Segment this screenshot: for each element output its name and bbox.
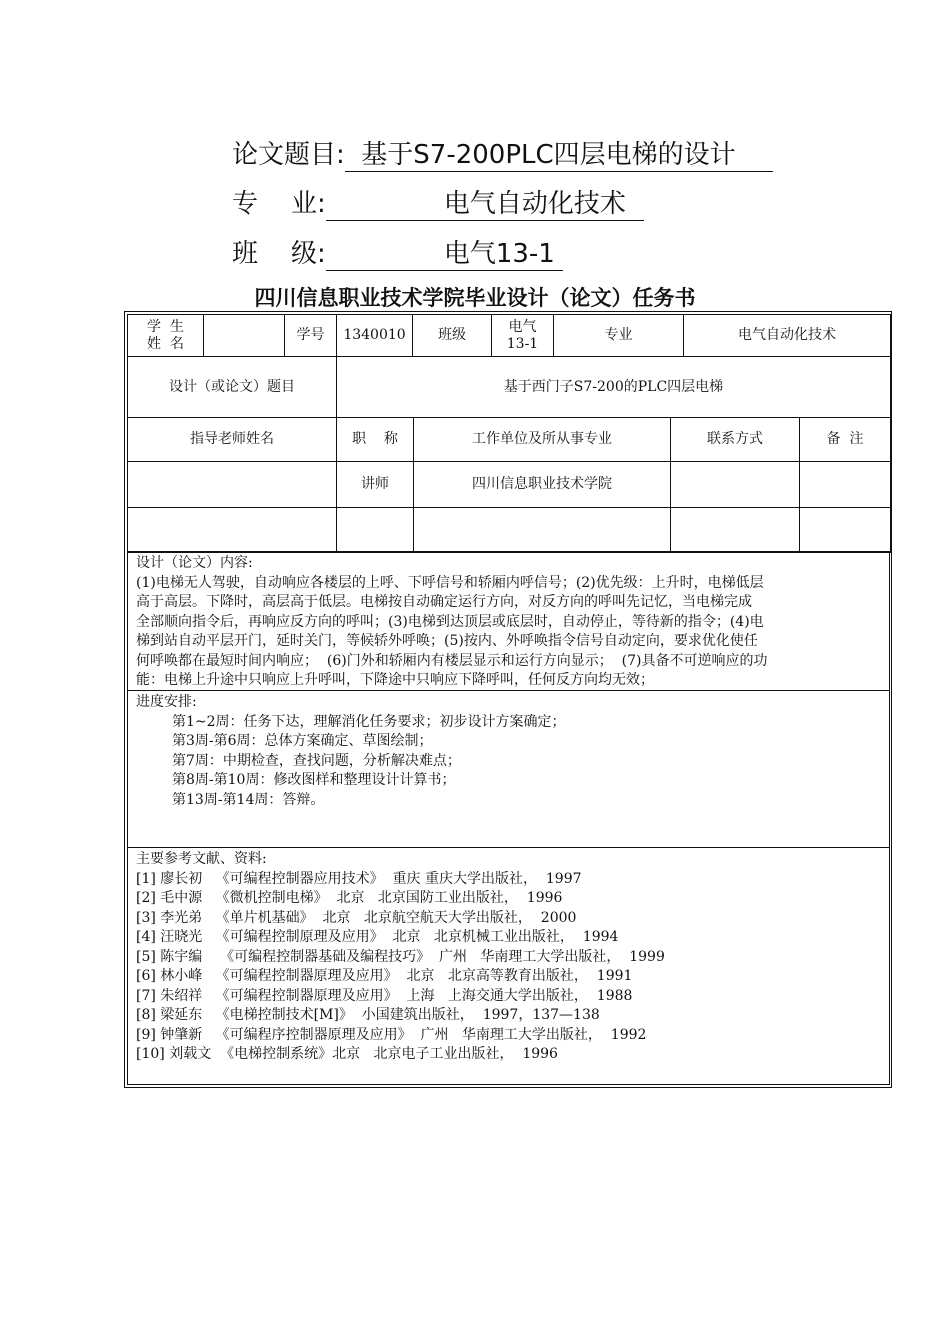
topic-value-cell: 基于西门子S7-200的PLC四层电梯 — [337, 357, 891, 418]
info-table — [127, 314, 891, 357]
schedule-heading: 进度安排: — [136, 694, 197, 710]
student-id-label: 学号 — [285, 315, 337, 357]
class-label-cell: 班级 — [413, 315, 492, 357]
reference-item: [3] 李光弟 《单片机基础》 北京 北京航空航天大学出版社， 2000 — [136, 909, 577, 926]
topic-table — [127, 356, 891, 418]
advisor-contact — [671, 508, 800, 553]
advisor-table — [127, 417, 891, 553]
topic-label-cell: 设计（或论文）题目 — [128, 357, 337, 418]
content-section — [127, 551, 890, 691]
reference-item: [1] 廖长初 《可编程控制器应用技术》 重庆 重庆大学出版社， 1997 — [136, 870, 582, 887]
class-value: 电气13-1 — [326, 238, 563, 271]
major-line — [232, 188, 644, 221]
schedule-line: 第3周-第6周：总体方案确定、草图绘制； — [172, 733, 433, 749]
advisor-row — [128, 508, 891, 553]
advisor-name-header: 指导老师姓名 — [128, 418, 337, 462]
advisor-name — [128, 462, 337, 508]
advisor-note — [800, 508, 891, 553]
advisor-note — [800, 462, 891, 508]
topic-value: 基于S7-200PLC四层电梯的设计 — [345, 139, 773, 172]
advisor-unit: 四川信息职业技术学院 — [414, 462, 671, 508]
references-section — [127, 847, 890, 1085]
content-line: (1)电梯无人驾驶，自动响应各楼层的上呼、下呼信号和轿厢内呼信号；(2)优先级：上升时，电梯低层 — [136, 574, 764, 591]
content-line: 何呼唤都在最短时间内响应； (6)门外和轿厢内有楼层显示和运行方向显示； (7)具备不可逆响应的功 — [136, 652, 768, 669]
topic-label: 论文题目: — [232, 140, 345, 170]
class-line — [232, 238, 563, 271]
class-value-cell: 电气 13-1 — [492, 315, 554, 357]
advisor-contact-header: 联系方式 — [671, 418, 800, 462]
major-label: 专 业: — [232, 189, 326, 219]
student-name-value — [204, 315, 285, 357]
advisor-unit-header: 工作单位及所从事专业 — [414, 418, 671, 462]
reference-item: [5] 陈宇编 《可编程控制器基础及编程技巧》 广州 华南理工大学出版社， 1999 — [136, 948, 665, 965]
document-title: 四川信息职业技术学院毕业设计（论文）任务书 — [254, 286, 696, 310]
advisor-header-row — [128, 418, 891, 462]
student-info-row — [128, 315, 891, 357]
advisor-title-header: 职 称 — [337, 418, 414, 462]
reference-item: [2] 毛中源 《微机控制电梯》 北京 北京国防工业出版社， 1996 — [136, 890, 563, 906]
content-line: 高于高层。下降时，高层高于低层。电梯按自动确定运行方向，对反方向的呼叫先记忆，当电梯完成 — [136, 594, 752, 610]
class-label: 班 级: — [232, 239, 326, 269]
major-label-cell: 专业 — [554, 315, 684, 357]
advisor-row — [128, 462, 891, 508]
content-line: 全部顺向指令后，再响应反方向的呼叫；(3)电梯到达顶层或底层时，自动停止，等待新的指令；(4)电 — [136, 613, 764, 630]
content-heading: 设计（论文）内容: — [136, 555, 253, 571]
references-heading: 主要参考文献、资料: — [136, 851, 267, 867]
major-value-cell: 电气自动化技术 — [684, 315, 891, 357]
schedule-line: 第7周：中期检查，查找问题，分析解决难点； — [172, 752, 461, 769]
reference-item: [4] 汪晓光 《可编程控制原理及应用》 北京 北京机械工业出版社， 1994 — [136, 929, 619, 945]
advisor-note-header: 备 注 — [800, 418, 891, 462]
content-line: 能：电梯上升途中只响应上升呼叫，下降途中只响应下降呼叫，任何反方向均无效； — [136, 672, 654, 688]
advisor-title — [337, 508, 414, 553]
student-name-label: 学 生 姓 名 — [128, 315, 204, 357]
schedule-section — [127, 690, 890, 848]
advisor-contact — [671, 462, 800, 508]
schedule-line: 第8周-第10周：修改图样和整理设计计算书； — [172, 772, 456, 788]
topic-line — [232, 139, 773, 172]
student-id-value: 1340010 — [337, 315, 413, 357]
reference-item: [8] 梁延东 《电梯控制技术[M]》 小国建筑出版社， 1997，137—138 — [136, 1007, 600, 1023]
reference-item: [7] 朱绍祥 《可编程控制器原理及应用》 上海 上海交通大学出版社， 1988 — [136, 987, 633, 1004]
reference-item: [10] 刘载文 《电梯控制系统》北京 北京电子工业出版社， 1996 — [136, 1046, 558, 1062]
schedule-line: 第1~2周：任务下达，理解消化任务要求；初步设计方案确定； — [172, 713, 566, 730]
topic-row — [128, 357, 891, 418]
reference-item: [9] 钟肇新 《可编程序控制器原理及应用》 广州 华南理工大学出版社， 1992 — [136, 1026, 647, 1043]
reference-item: [6] 林小峰 《可编程控制器原理及应用》 北京 北京高等教育出版社， 1991 — [136, 968, 633, 984]
advisor-unit — [414, 508, 671, 553]
advisor-title: 讲师 — [337, 462, 414, 508]
content-line: 梯到站自动平层开门，延时关门，等候轿外呼唤；(5)按内、外呼唤指令信号自动定向，要求优化使任 — [136, 633, 758, 649]
schedule-line: 第13周-第14周：答辩。 — [172, 791, 325, 808]
advisor-name — [128, 508, 337, 553]
major-value: 电气自动化技术 — [326, 188, 644, 221]
